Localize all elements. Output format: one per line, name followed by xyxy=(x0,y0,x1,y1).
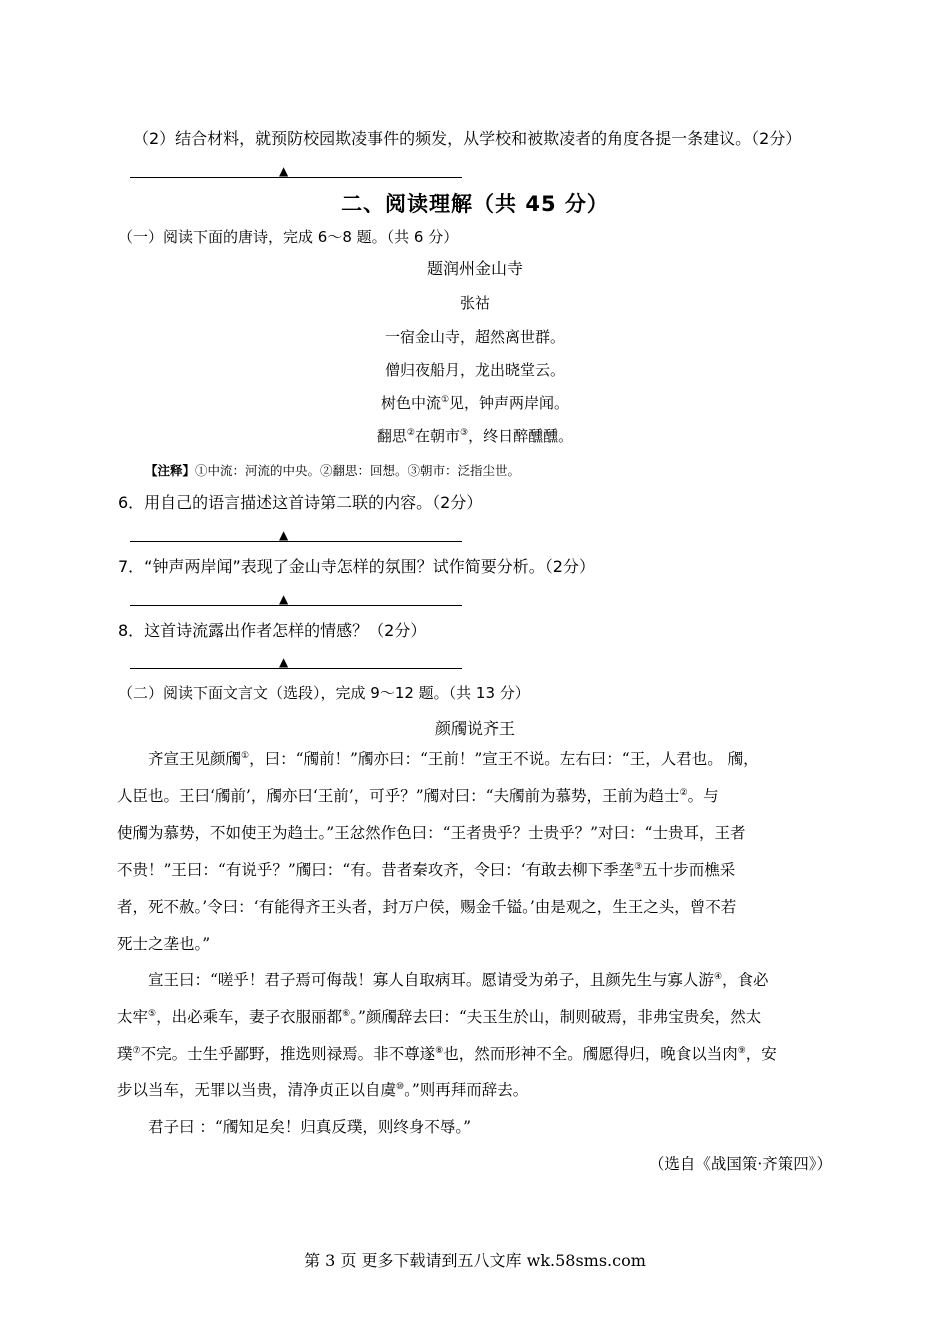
answer-marker-icon: ▲ xyxy=(279,164,289,178)
text-span: 不完。士生乎鄙野，推选则禄焉。非不尊遂 xyxy=(140,1045,436,1063)
passage-line xyxy=(117,1078,528,1102)
footnote-marker: ③ xyxy=(634,861,643,872)
passage-source: （选自《战国策·齐策四》） xyxy=(648,1155,832,1173)
poem-line-4-part: 翻思 xyxy=(376,427,407,445)
page-footer: 第 3 页 更多下载请到五八文库 wk.58sms.com xyxy=(304,1251,646,1270)
poem-line-3 xyxy=(0,393,950,413)
text-span: 使斶为慕势，不如使王为趋士。”王忿然作色曰：“王者贵乎？士贵乎？”对曰：“士贵耳，王者 xyxy=(117,824,746,842)
poem-line-3-part: 见，钟声两岸闻。 xyxy=(449,394,570,412)
answer-line xyxy=(130,668,462,669)
text-span: ，出必乘车，妻子衣服丽都 xyxy=(156,1008,343,1026)
text-span: 不贵！”王曰：“有说乎？”斶曰：“有。昔者秦攻齐，令曰：‘有敢去柳下季垄 xyxy=(117,861,635,879)
text-span: 。与 xyxy=(687,787,719,805)
passage-line xyxy=(148,747,759,771)
poem-line-4-part: ，终日醉醺醺。 xyxy=(468,427,574,445)
text-span: 璞 xyxy=(117,1045,133,1063)
footnote-marker: ⑩ xyxy=(396,1081,405,1092)
text-span: 人臣也。王曰‘斶前’，斶亦曰‘王前’，可乎？”斶对曰：“夫斶前为慕势，王前为趋士 xyxy=(117,787,680,805)
answer-marker-icon: ▲ xyxy=(279,655,289,669)
question-7: 7．“钟声两岸闻”表现了金山寺怎样的氛围？试作简要分析。（2分） xyxy=(118,557,595,576)
passage-line xyxy=(117,1005,761,1029)
passage-line xyxy=(148,968,769,992)
poem-title: 题润州金山寺 xyxy=(426,259,523,278)
text-span: ，食必 xyxy=(722,971,769,989)
footnote-marker: ⑦ xyxy=(132,1045,141,1056)
part1-intro: （一）阅读下面的唐诗，完成 6～8 题。（共 6 分） xyxy=(118,228,459,246)
passage-line xyxy=(117,1042,777,1066)
text-span: ，安 xyxy=(745,1045,777,1063)
notes-text: ①中流：河流的中央。②翻思：回想。③朝市：泛指尘世。 xyxy=(195,463,521,478)
passage-line xyxy=(117,932,210,956)
footnote-marker: ② xyxy=(406,428,415,438)
text-span: 齐宣王见颜斶 xyxy=(148,750,242,768)
question-6: 6．用自己的语言描述这首诗第二联的内容。（2分） xyxy=(118,493,483,512)
footnote-marker: ② xyxy=(679,787,688,798)
answer-line xyxy=(130,177,462,178)
footnote-marker: ⑨ xyxy=(737,1045,746,1056)
poem-line-3-part: 树色中流 xyxy=(380,394,441,412)
notes-label: 【注释】 xyxy=(145,463,196,478)
footnote-marker: ③ xyxy=(460,428,469,438)
poem-line-4-part: 在朝市 xyxy=(414,427,460,445)
poem-notes xyxy=(145,461,520,479)
poem-line-4 xyxy=(0,426,950,446)
footnote-marker: ⑤ xyxy=(148,1008,157,1019)
passage-line xyxy=(117,784,719,808)
question-5-2: （2）结合材料，就预防校园欺凌事件的频发，从学校和被欺凌者的角度各提一条建议。（2分） xyxy=(133,129,802,148)
footnote-marker: ④ xyxy=(713,971,723,982)
text-span: 者，死不赦。’令曰：‘有能得齐王头者，封万户侯，赐金千镒。’由是观之，生王之头，曾不若 xyxy=(117,898,737,916)
passage-line xyxy=(117,858,735,882)
answer-line xyxy=(130,541,462,542)
section-title: 二、阅读理解（共 45 分） xyxy=(341,192,609,216)
text-span: 。”则再拜而辞去。 xyxy=(404,1081,529,1099)
answer-marker-icon: ▲ xyxy=(279,592,289,606)
text-span: 也，然而形神不全。斶愿得归，晚食以当肉 xyxy=(443,1045,738,1063)
text-span: 步以当车，无罪以当贵，清净贞正以自虞 xyxy=(117,1081,397,1099)
footnote-marker: ⑥ xyxy=(342,1008,351,1019)
text-span: 五十步而樵采 xyxy=(642,861,736,879)
text-span: 太牢 xyxy=(117,1008,149,1026)
footnote-marker: ① xyxy=(241,750,250,761)
answer-marker-icon: ▲ xyxy=(279,528,289,542)
passage-line xyxy=(117,821,745,845)
text-span: 死士之垄也。” xyxy=(117,935,211,953)
passage-title: 颜斶说齐王 xyxy=(434,719,515,738)
poem-line-1: 一宿金山寺，超然离世群。 xyxy=(384,328,565,346)
answer-line xyxy=(130,605,462,606)
part2-intro: （二）阅读下面文言文（选段），完成 9～12 题。（共 13 分） xyxy=(118,684,530,702)
text-span: 宣王曰：“嗟乎！君子焉可侮哉！寡人自取病耳。愿请受为弟子，且颜先生与寡人游 xyxy=(148,971,714,989)
question-8: 8．这首诗流露出作者怎样的情感？（2分） xyxy=(118,621,427,640)
passage-line xyxy=(117,895,736,919)
footnote-marker: ⑧ xyxy=(435,1045,444,1056)
poem-author: 张祜 xyxy=(459,294,490,312)
text-span: 。”颜斶辞去曰：“夫玉生於山，制则破焉，非弗宝贵矣，然太 xyxy=(350,1008,762,1026)
poem-line-2: 僧归夜船月，龙出晓堂云。 xyxy=(384,361,565,379)
footnote-marker: ① xyxy=(440,395,450,405)
text-span: ，曰：“斶前！”斶亦曰：“王前！”宣王不说。左右曰：“王，人君也。 斶， xyxy=(249,750,759,768)
passage-line: 君子曰 ：“斶知足矣！归真反璞，则终身不辱。” xyxy=(148,1118,472,1136)
